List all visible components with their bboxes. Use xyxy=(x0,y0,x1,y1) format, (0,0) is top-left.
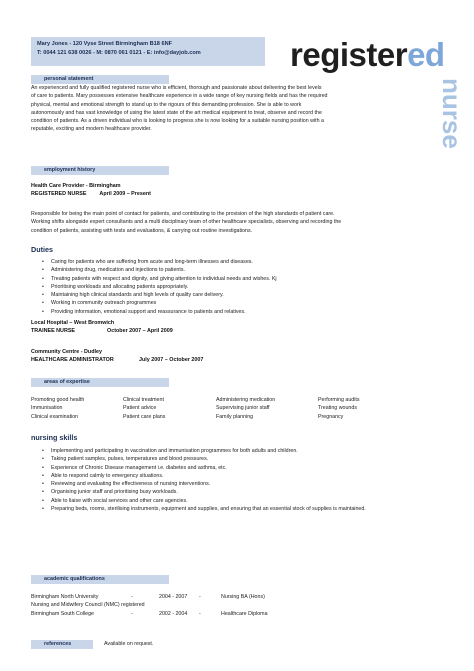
list-item: • Organising junior staff and prioritising busy workloads. xyxy=(42,488,442,496)
references-text: Available on request. xyxy=(104,641,154,647)
expertise-row xyxy=(31,413,431,421)
list-item: • Preparing beds, rooms, sterilising instruments, equipment and supplies, and ensuring that an essential stock of supplies is maintained. xyxy=(42,505,442,513)
list-item: • Maintaining high clinical standards and high levels of quality care delivery. xyxy=(42,291,442,299)
job-employer: Health Care Provider - Birmingham xyxy=(31,183,121,189)
list-item: • Administering drug, medication and injections to patients. xyxy=(42,266,442,274)
list-item: • Reviewing and evaluating the effectiveness of nursing interventions. xyxy=(42,480,442,488)
cv-title-vertical: nurse xyxy=(437,78,467,149)
expertise-item: Administering medication xyxy=(216,397,276,403)
ps-line: of care to patients. Mary possesses extensive healthcare experience in a wide range of key nursing fields and has the required xyxy=(31,93,328,100)
expertise-row xyxy=(31,404,431,412)
qualification-award: Healthcare Diploma xyxy=(221,610,268,617)
cv-title-main: register xyxy=(290,36,408,73)
qualification-institution: Birmingham North University xyxy=(31,594,99,600)
list-item: • Prioritising workloads and allocating patients appropriately. xyxy=(42,283,442,291)
job-dates: October 2007 – April 2009 xyxy=(107,328,173,335)
contact-box xyxy=(31,37,265,66)
expertise-item: Supervising junior staff xyxy=(216,405,270,412)
cv-title-ed: ed xyxy=(407,36,445,73)
ps-line: condition of patients. As a driven individual who is looking to progress she is now looking for a suitable nursing position with a xyxy=(31,118,324,125)
qualification-separator: - xyxy=(131,594,133,600)
qualification-row xyxy=(31,610,268,618)
list-item: • Working in community outreach programmes xyxy=(42,299,442,307)
expertise-item: Family planning xyxy=(216,413,254,420)
job-3 xyxy=(31,348,203,365)
qualification-institution: Birmingham South College xyxy=(31,610,95,617)
duties-list xyxy=(42,258,442,316)
duties-heading: Duties xyxy=(31,245,53,254)
job-2 xyxy=(31,319,173,336)
qualification-separator: - xyxy=(199,594,201,600)
expertise-item: Immunisation xyxy=(31,405,63,412)
expertise-item: Performing audits xyxy=(318,397,360,403)
expertise-item: Pregnancy xyxy=(318,413,344,420)
section-header-areas-of-expertise: areas of expertise xyxy=(31,378,169,387)
ps-line: autonomously and has vast knowledge of using the latest state of the art medical equipment to treat, observe and record the xyxy=(31,109,322,116)
section-header-references: references xyxy=(31,640,93,649)
cv-title xyxy=(290,36,460,74)
qualification-years: 2004 - 2007 xyxy=(159,594,188,600)
list-item: • Implementing and participating in vaccination and immunisation programmes for both adults and children. xyxy=(42,447,442,455)
job-dates: April 2009 – Present xyxy=(99,191,151,198)
job-1 xyxy=(31,182,151,199)
qualification-years: 2002 - 2004 xyxy=(159,610,188,617)
qualification-separator: - xyxy=(199,610,201,617)
contact-phone-email: T: 0044 121 638 0026 - M: 0870 061 0121 - E: info@dayjob.com xyxy=(37,50,201,56)
expertise-item: Clinical examination xyxy=(31,413,79,420)
expertise-item: Patient advice xyxy=(123,405,157,412)
list-item: • Experience of Chronic Disease management i.e. diabetes and asthma, etc. xyxy=(42,464,442,472)
summary-line: Working shifts alongside expert consultants and a multi disciplinary team of other healthcare specialists, observing and recording the xyxy=(31,219,342,226)
ps-line: physical, mental and emotional strength to stand up to the rigours of this demanding profession. She is able to work xyxy=(31,101,302,108)
job-role: REGISTERED NURSE xyxy=(31,191,87,198)
job-employer: Community Centre - Dudley xyxy=(31,349,102,355)
list-item: • Able to respond calmly to emergency situations. xyxy=(42,472,442,480)
job-employer: Local Hospital – West Bromwich xyxy=(31,320,115,326)
qualification-row xyxy=(31,601,268,609)
summary-line: condition of patients, assisting with tests and evaluations, & carrying out routine investigations. xyxy=(31,227,253,234)
contact-name-address: Mary Jones - 120 Vyse Street Birmingham B18 6NF xyxy=(37,41,173,47)
expertise-grid xyxy=(31,396,431,421)
personal-statement xyxy=(31,84,449,134)
ps-line: reputable, exciting and modern healthcare provider. xyxy=(31,126,152,133)
job-1-summary xyxy=(31,210,449,235)
expertise-row xyxy=(31,396,431,404)
qualifications-list xyxy=(31,593,268,618)
expertise-item: Patient care plans xyxy=(123,413,166,420)
list-item: • Taking patient samples, pulses, temperatures and blood pressures. xyxy=(42,455,442,463)
expertise-item: Treating wounds xyxy=(318,405,357,412)
expertise-item: Clinical treatment xyxy=(123,397,164,403)
section-header-employment-history: employment history xyxy=(31,166,169,175)
list-item: • Able to liaise with social services and other care agencies. xyxy=(42,497,442,505)
job-role: HEALTHCARE ADMINISTRATOR xyxy=(31,357,114,364)
job-dates: July 2007 – October 2007 xyxy=(139,357,204,364)
section-header-personal-statement: personal statement xyxy=(31,75,169,84)
job-role: TRAINEE NURSE xyxy=(31,328,76,335)
section-header-academic-qualifications: academic qualifications xyxy=(31,575,169,584)
nursing-skills-heading: nursing skills xyxy=(31,433,78,442)
list-item: • Treating patients with respect and dignity, and giving attention to individual needs and wishes. Kj xyxy=(42,275,442,283)
ps-line: An experienced and fully qualified registered nurse who is efficient, thorough and passionate about delivering the best levels xyxy=(31,85,322,91)
qualification-row xyxy=(31,593,268,601)
nursing-skills-list xyxy=(42,447,442,513)
list-item: • Caring for patients who are suffering from acute and long-term illnesses and diseases. xyxy=(42,258,442,266)
qualification-award: Nursing BA (Hons) xyxy=(221,594,265,600)
expertise-item: Promoting good health xyxy=(31,397,85,403)
list-item: • Providing information, emotional support and reassurance to patients and relatives. xyxy=(42,308,442,316)
summary-line: Responsible for being the main point of contact for patients, and contributing to the provision of the high standards of patient care. xyxy=(31,211,335,217)
qualification-separator: - xyxy=(131,610,133,617)
qualification-institution: Nursing and Midwifery Council (NMC) registered xyxy=(31,602,145,609)
